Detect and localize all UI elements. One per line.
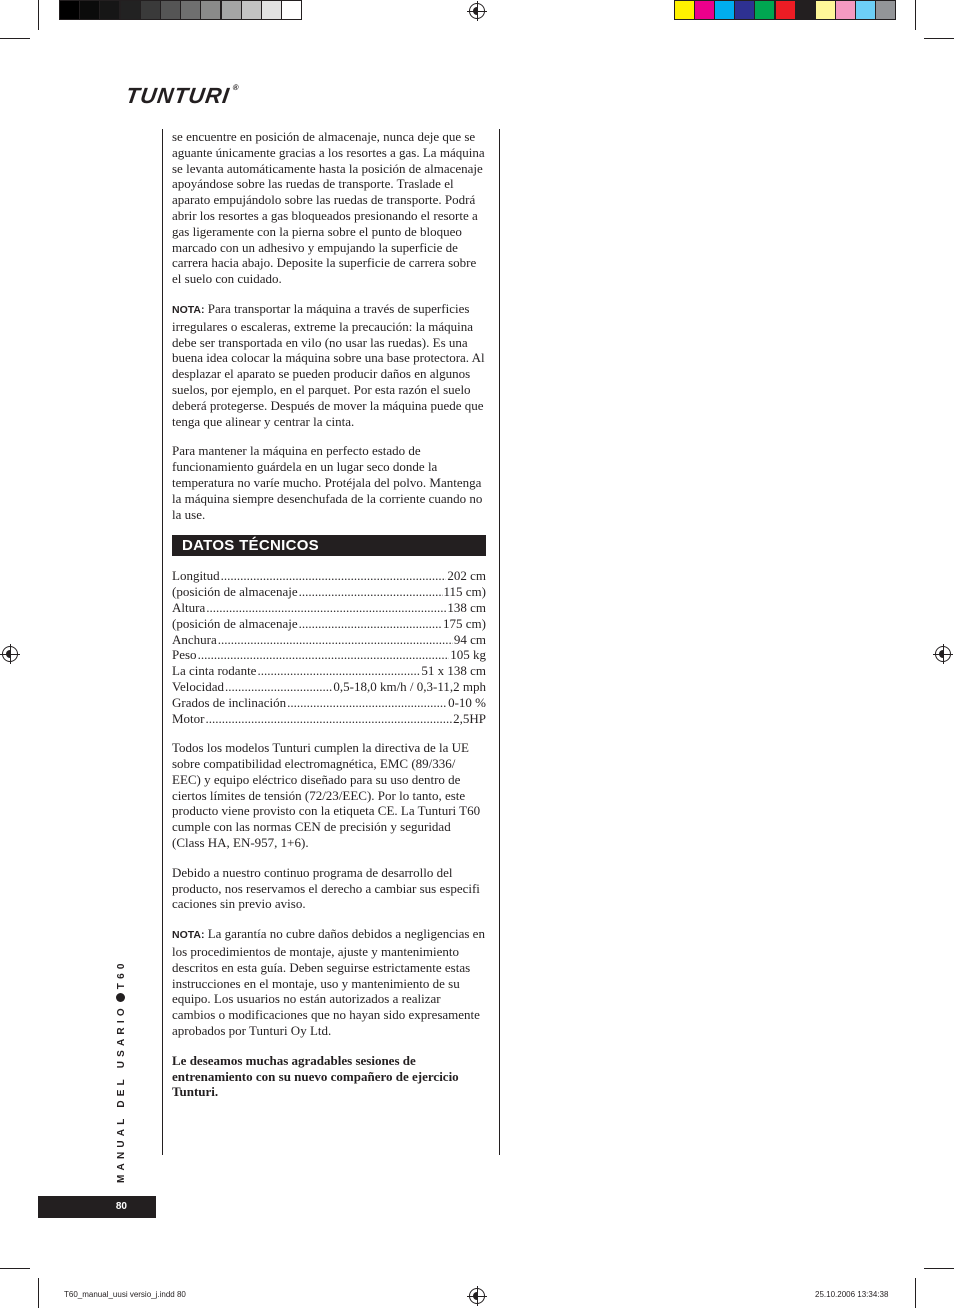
- spec-row: [172, 568, 486, 584]
- crop-mark: [38, 0, 39, 30]
- crop-mark: [924, 38, 954, 39]
- spec-label: Velocidad: [172, 678, 224, 694]
- crop-mark: [924, 1268, 954, 1269]
- registration-mark-icon: [469, 1288, 485, 1304]
- spec-row: [172, 663, 486, 679]
- color-swatch: [674, 0, 695, 20]
- spec-row: [172, 584, 486, 600]
- crop-mark: [38, 1278, 39, 1308]
- color-swatch: [180, 0, 201, 20]
- dot-leader: [218, 632, 453, 648]
- spec-label: Motor: [172, 710, 205, 726]
- bullet-icon: [116, 993, 125, 1002]
- spec-row: [172, 616, 486, 632]
- color-swatch: [99, 0, 120, 20]
- spec-row: [172, 679, 486, 695]
- spec-row: [172, 600, 486, 616]
- spec-row: [172, 647, 486, 663]
- spec-label: Peso: [172, 647, 197, 663]
- spec-label: (posición de almacenaje: [172, 615, 298, 631]
- color-swatch: [160, 0, 181, 20]
- color-swatch: [59, 0, 80, 20]
- page-number: 80: [38, 1196, 156, 1218]
- storage-paragraph: se encuentre en posición de almacenaje, nunca deje que se aguante únicamente gracias a los resortes a gas. La máquina se levanta automáticamente hasta la posición de almacenaje apoyándose sobre las ruedas de transporte. Traslade el aparato empujándolo sobre las ruedas de transporte. Podrá abrir los resortes a gas bloqueados presionando el resorte a gas ligeramente con la pierna sobre el punto de bloqueo marcado con un adhesivo y empujando la superficie de carrera hacia abajo. Deposite la superficie de carrera sobre el suelo con cuidado.: [172, 129, 485, 287]
- crop-mark: [0, 1268, 30, 1269]
- color-swatch: [120, 0, 141, 20]
- color-swatch: [734, 0, 755, 20]
- color-swatch: [261, 0, 282, 20]
- slug-file-info: T60_manual_uusi versio_j.indd 80: [64, 1290, 186, 1299]
- spec-value: 105 kg: [450, 647, 486, 663]
- tunturi-logo: TUNTURI®: [124, 83, 241, 108]
- column-rule-right: [499, 129, 500, 1155]
- spec-label: Altura: [172, 599, 206, 615]
- slug-date-info: 25.10.2006 13:34:38: [815, 1290, 889, 1299]
- color-swatch: [79, 0, 100, 20]
- spec-list: [172, 568, 486, 726]
- spec-value: 138 cm: [447, 599, 486, 615]
- compliance-paragraph: Todos los modelos Tunturi cumplen la directiva de la UE sobre compatibilidad electromagnética, EMC (89/336/ EEC) y equipo eléctrico diseñado para su uso dentro de ciertos límites de tensión (72/23/EEC). Por lo tanto, este producto viene provisto con la etiqueta CE. La Tunturi T60 cumple con las normas CEN de precisión y seguridad (Class HA, EN-957, 1+6).: [172, 740, 481, 851]
- closing-message: Le deseamos muchas agradables sesiones de entrenamiento con su nuevo compañero de ejercicio Tunturi.: [172, 1052, 459, 1100]
- spec-value: 2,5HP: [453, 710, 486, 726]
- color-swatch: [835, 0, 856, 20]
- crop-mark: [915, 0, 916, 30]
- spec-label: La cinta rodante: [172, 663, 257, 679]
- maintenance-paragraph: Para mantener la máquina en perfecto estado de funcionamiento guárdela en un lugar seco donde la temperatura no varíe mucho. Protéjala del polvo. Mantenga la máquina siempre desenchufada de la corriente cuando no la use.: [172, 443, 483, 522]
- dot-leader: [287, 695, 447, 711]
- spec-value: 51 x 138 cm: [421, 663, 486, 679]
- color-swatch: [694, 0, 715, 20]
- color-swatch: [875, 0, 896, 20]
- warranty-note: NOTA: La garantía no cubre daños debidos a negligencias en los procedimientos de montaje, ajuste y mantenimiento descritos en esta guía. Deben seguirse estrictamente estas instrucciones en el montaje, uso y mantenimiento de su equipo. Los usuarios no están autorizados a realizar cambios o modificaciones que no hayan sido expresamente aprobados por Tunturi Oy Ltd.: [172, 926, 485, 1039]
- crop-mark: [915, 1278, 916, 1308]
- section-heading: DATOS TÉCNICOS: [172, 535, 486, 556]
- column-rule-left: [162, 129, 163, 1155]
- registration-mark-icon: [469, 3, 485, 19]
- color-swatch: [795, 0, 816, 20]
- spec-value: 175 cm): [443, 615, 486, 631]
- dot-leader: [206, 711, 453, 727]
- crop-mark: [0, 38, 30, 39]
- spec-value: 0,5-18,0 km/h / 0,3-11,2 mph: [333, 678, 486, 694]
- spec-label: Longitud: [172, 568, 220, 584]
- spec-row: [172, 711, 486, 727]
- spec-label: Grados de inclinación: [172, 694, 287, 710]
- dot-leader: [198, 647, 450, 663]
- spec-value: 94 cm: [453, 631, 486, 647]
- spec-row: [172, 632, 486, 648]
- color-swatch: [200, 0, 221, 20]
- color-swatch: [281, 0, 302, 20]
- manual-side-label: MANUAL DEL USARIOT60: [116, 959, 127, 1183]
- registration-mark-icon: [935, 646, 951, 662]
- spec-label: (posición de almacenaje: [172, 584, 298, 600]
- main-text-column: [172, 129, 486, 1100]
- color-swatch: [754, 0, 775, 20]
- color-swatch: [221, 0, 242, 20]
- color-swatch: [140, 0, 161, 20]
- spec-row: [172, 695, 486, 711]
- spec-label: Anchura: [172, 631, 217, 647]
- spec-value: 202 cm: [447, 568, 486, 584]
- dot-leader: [257, 663, 420, 679]
- dot-leader: [225, 679, 332, 695]
- dot-leader: [299, 616, 442, 632]
- dot-leader: [299, 584, 443, 600]
- note-label: NOTA:: [172, 929, 205, 942]
- color-swatch: [775, 0, 796, 20]
- color-swatch: [241, 0, 262, 20]
- note-label: NOTA:: [172, 303, 205, 316]
- development-paragraph: Debido a nuestro continuo programa de desarrollo del producto, nos reservamos el derecho a cambiar sus especifi caciones sin previo aviso.: [172, 864, 480, 912]
- transport-note: NOTA: Para transportar la máquina a través de superficies irregulares o escaleras, extreme la precaución: la máquina debe ser transportada en vilo (no usar las ruedas). Es una buena idea colocar la máquina sobre una base protectora. Al desplazar el aparato se pueden producir daños en algunos suelos, por ejemplo, en el parquet. Por esta razón el suelo deberá protegerse. Después de mover la máquina puede que tenga que alinear y centrar la cinta.: [172, 300, 485, 429]
- color-swatch: [855, 0, 876, 20]
- registration-mark-icon: [2, 646, 18, 662]
- color-swatch: [714, 0, 735, 20]
- spec-value: 115 cm): [443, 584, 486, 600]
- color-swatch: [815, 0, 836, 20]
- spec-value: 0-10 %: [448, 694, 486, 710]
- dot-leader: [221, 568, 447, 584]
- dot-leader: [206, 600, 446, 616]
